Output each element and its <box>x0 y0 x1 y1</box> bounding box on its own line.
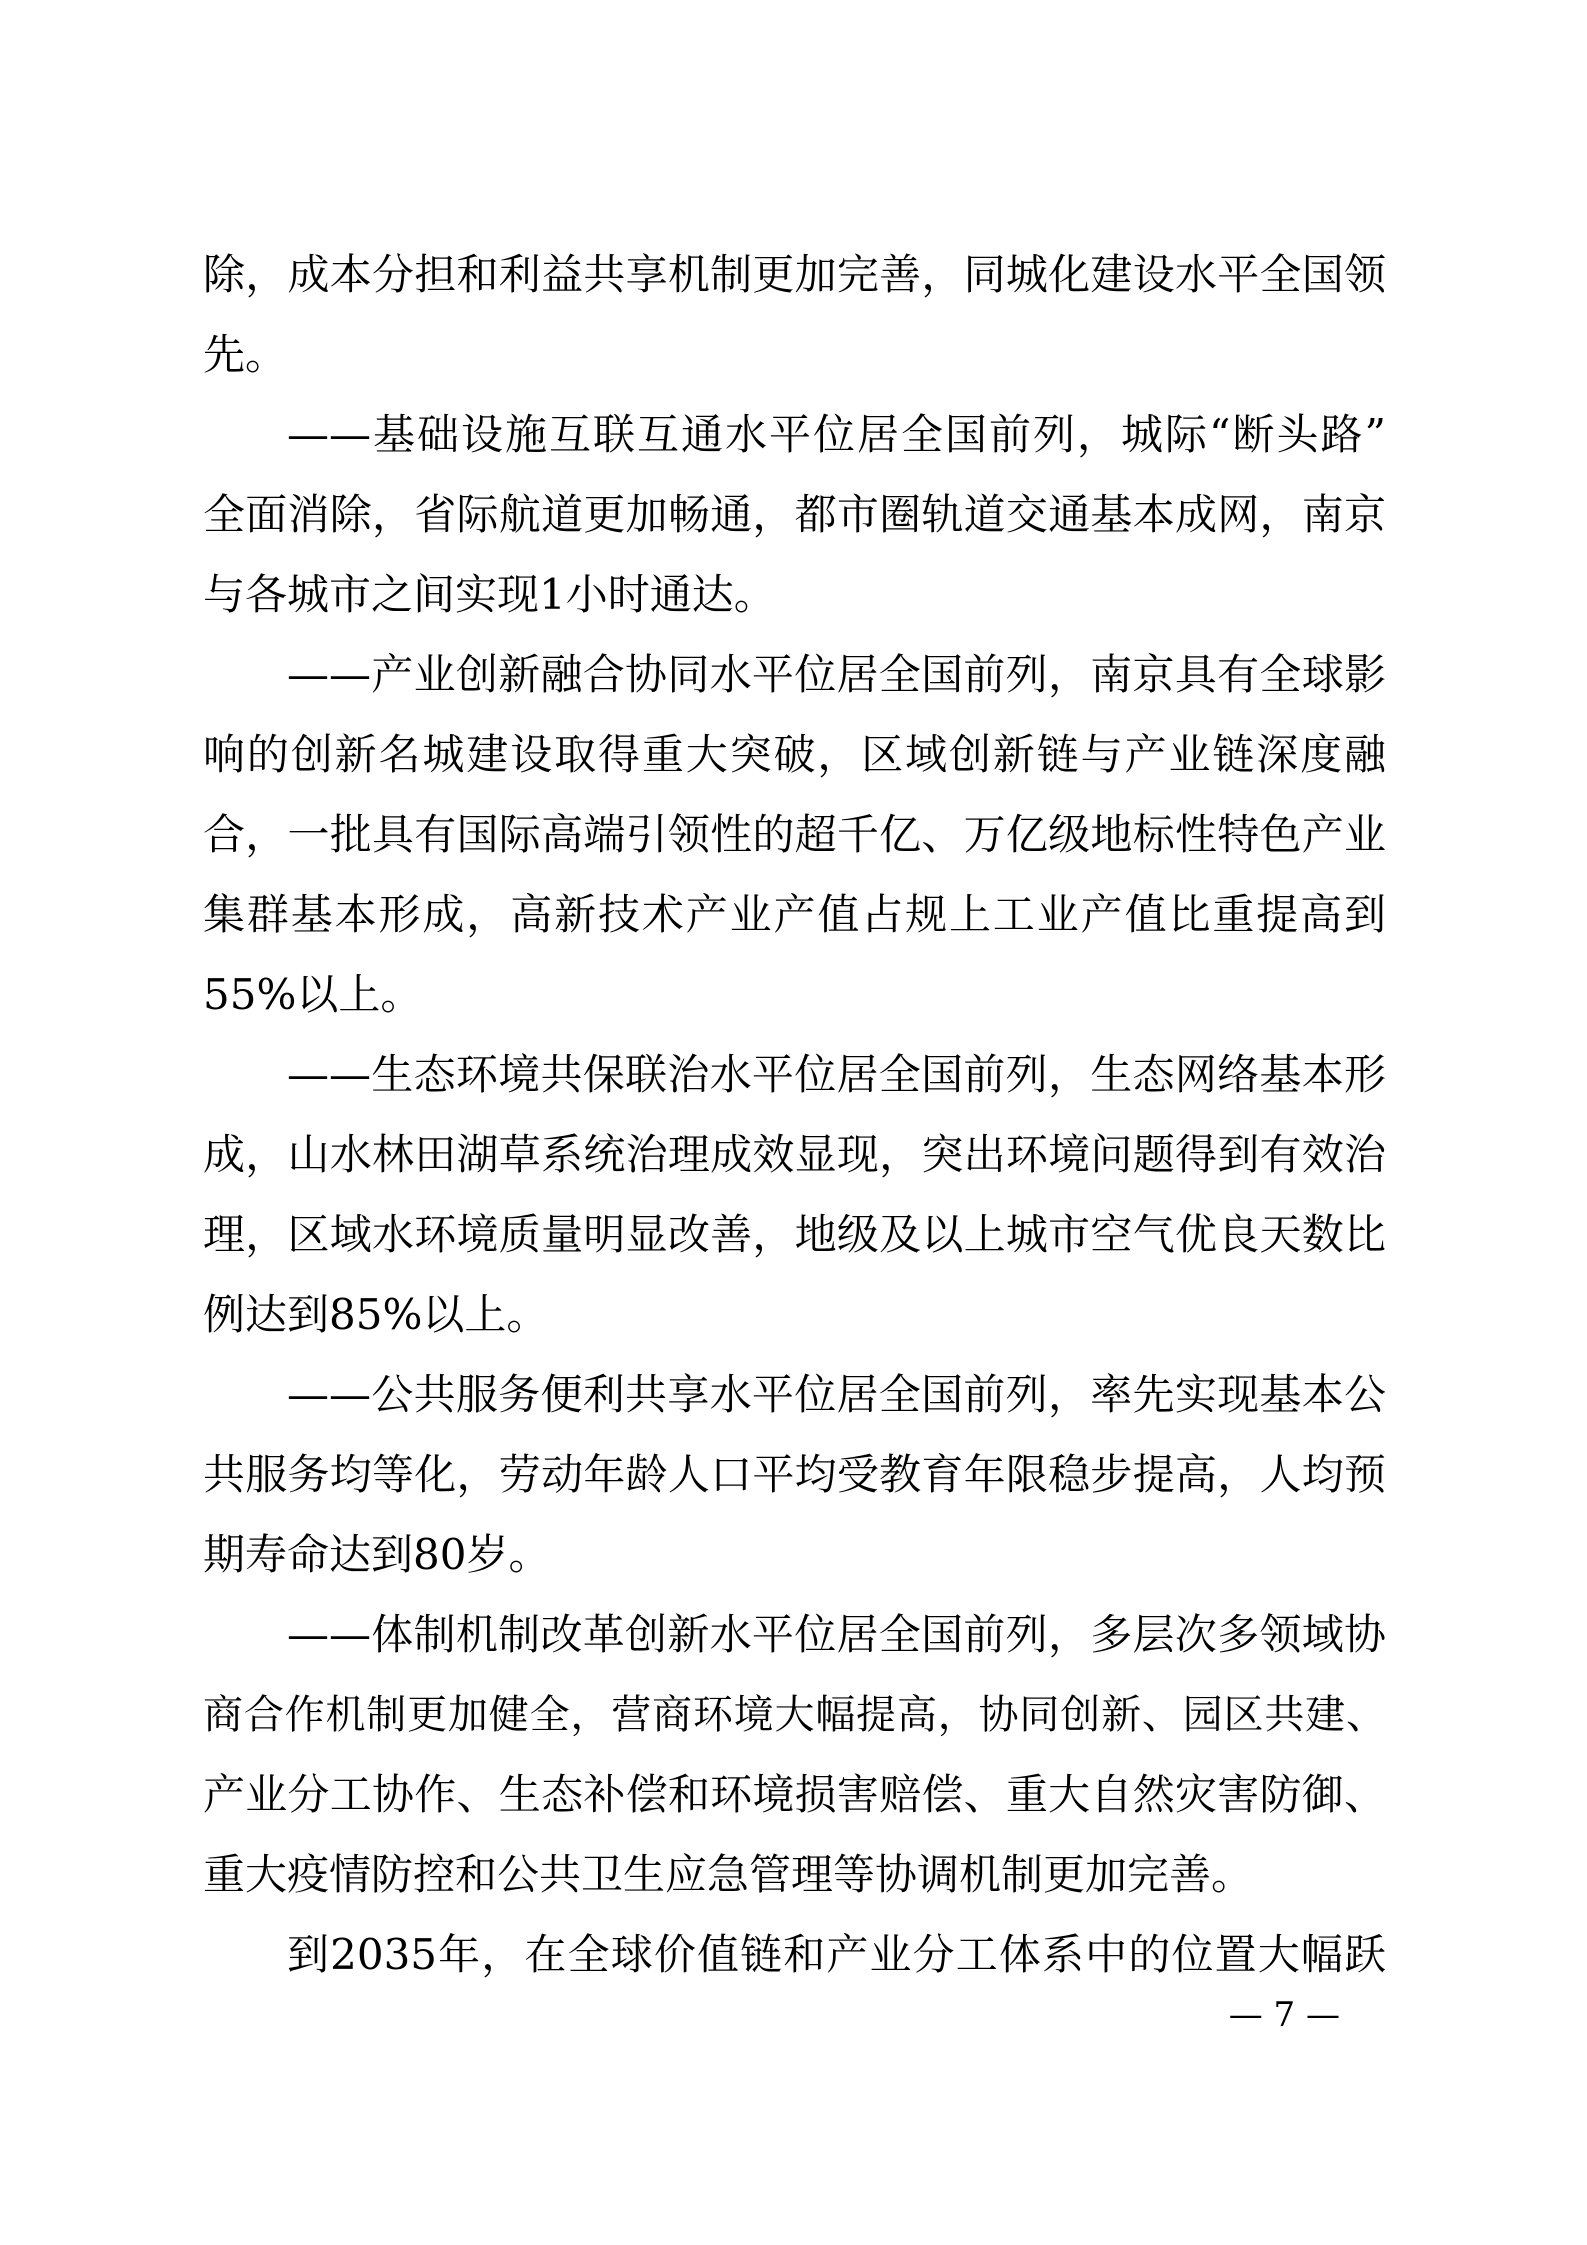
text-line: 合，一批具有国际高端引领性的超千亿、万亿级地标性特色产业 <box>203 810 1386 859</box>
text-line: 期寿命达到80岁。 <box>203 1530 551 1579</box>
text-line: 产业分工协作、生态补偿和环境损害赔偿、重大自然灾害防御、 <box>203 1770 1386 1819</box>
text-line: ——体制机制改革创新水平位居全国前列，多层次多领域协 <box>287 1610 1386 1659</box>
text-line: 重大疫情防控和公共卫生应急管理等协调机制更加完善。 <box>203 1850 1254 1899</box>
text-line: 到2035年，在全球价值链和产业分工体系中的位置大幅跃 <box>287 1930 1386 1979</box>
text-line: ——产业创新融合协同水平位居全国前列，南京具有全球影 <box>287 650 1386 699</box>
text-line: 共服务均等化，劳动年龄人口平均受教育年限稳步提高，人均预 <box>203 1450 1386 1499</box>
text-line: 集群基本形成，高新技术产业产值占规上工业产值比重提高到 <box>203 890 1386 939</box>
text-line: 除，成本分担和利益共享机制更加完善，同城化建设水平全国领 <box>203 250 1386 299</box>
text-line: 响的创新名城建设取得重大突破，区域创新链与产业链深度融 <box>203 730 1386 779</box>
text-line: ——公共服务便利共享水平位居全国前列，率先实现基本公 <box>287 1370 1386 1419</box>
page-number: — 7 — <box>1228 1995 1340 2035</box>
document-body <box>203 235 1386 1995</box>
text-line: 商合作机制更加健全，营商环境大幅提高，协同创新、园区共建、 <box>203 1692 1386 1738</box>
text-line: 成，山水林田湖草系统治理成效显现，突出环境问题得到有效治 <box>203 1130 1386 1179</box>
text-line: 先。 <box>203 330 288 379</box>
text-line: 例达到85%以上。 <box>203 1290 549 1339</box>
text-line: 全面消除，省际航道更加畅通，都市圈轨道交通基本成网，南京 <box>203 490 1386 539</box>
text-line: 与各城市之间实现1小时通达。 <box>203 570 776 619</box>
text-line: ——基础设施互联互通水平位居全国前列，城际“断头路” <box>287 410 1386 459</box>
text-line: 理，区域水环境质量明显改善，地级及以上城市空气优良天数比 <box>203 1210 1386 1259</box>
text-line: 55%以上。 <box>203 970 423 1019</box>
text-line: ——生态环境共保联治水平位居全国前列，生态网络基本形 <box>287 1050 1386 1099</box>
